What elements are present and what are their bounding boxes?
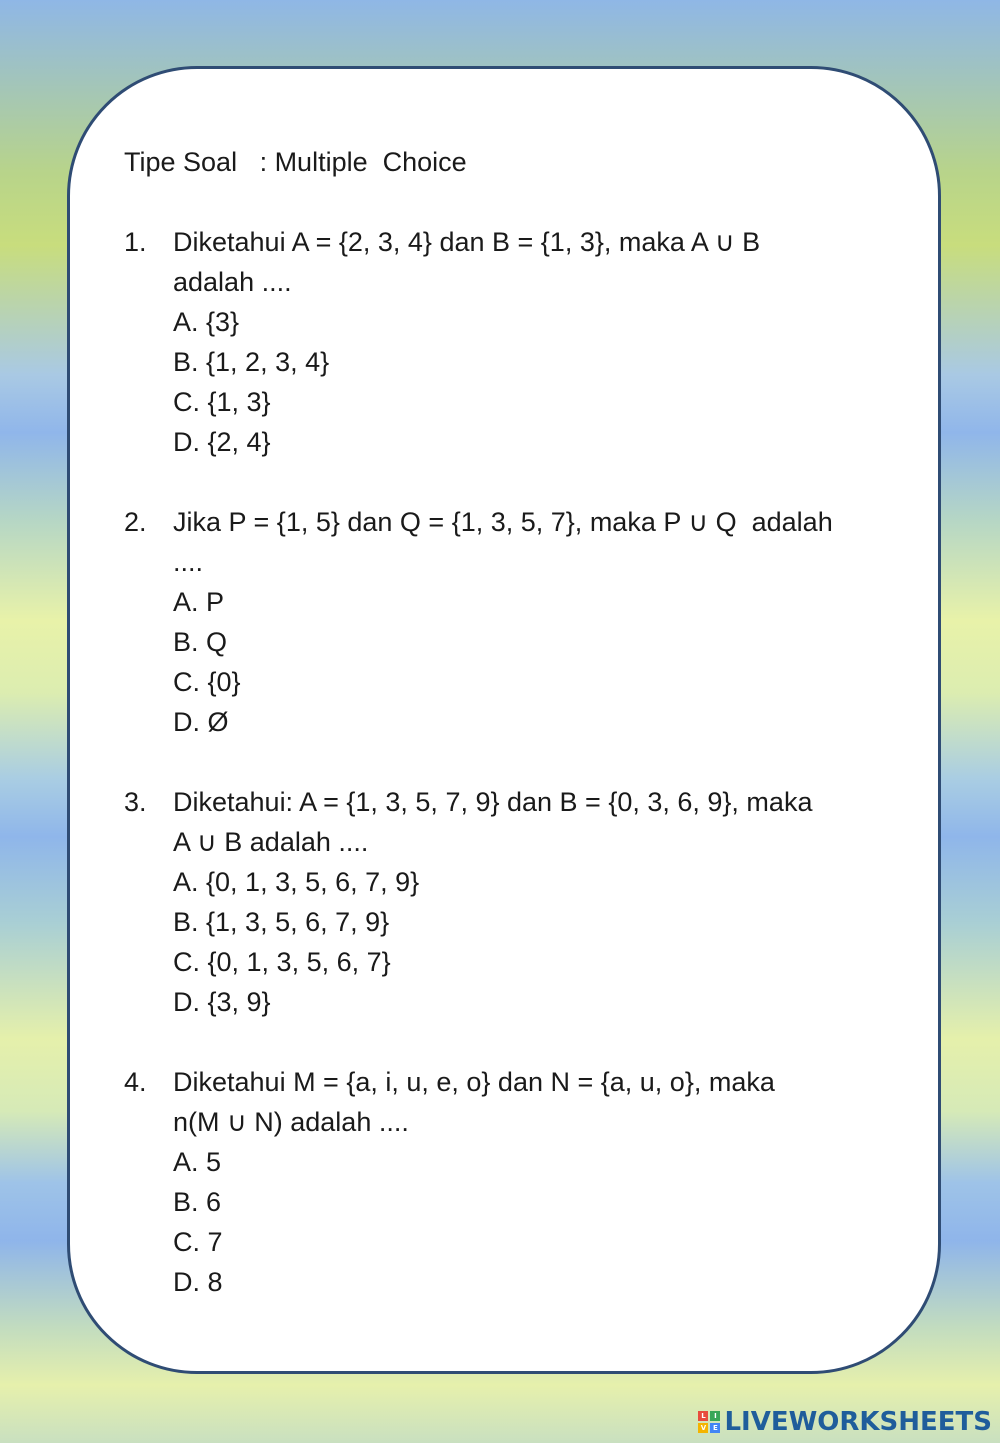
question-2 bbox=[124, 502, 904, 742]
question-body bbox=[173, 782, 904, 1022]
option-b[interactable]: B. Q bbox=[173, 627, 228, 657]
question-3 bbox=[124, 782, 904, 1022]
option-a[interactable]: A. {0, 1, 3, 5, 6, 7, 9} bbox=[173, 867, 420, 897]
option-a[interactable]: A. {3} bbox=[173, 307, 240, 337]
question-4 bbox=[124, 1062, 904, 1302]
question-text: Diketahui: A = {1, 3, 5, 7, 9} dan B = {0, 3, 6, 9}, maka A ∪ B adalah .... bbox=[173, 787, 813, 857]
question-number: 3. bbox=[124, 787, 147, 817]
worksheet-content bbox=[124, 142, 904, 1342]
logo-block: V bbox=[698, 1423, 708, 1433]
question-body bbox=[173, 502, 904, 742]
option-b[interactable]: B. 6 bbox=[173, 1187, 222, 1217]
question-text: Diketahui M = {a, i, u, e, o} dan N = {a, u, o}, maka n(M ∪ N) adalah .... bbox=[173, 1067, 775, 1137]
question-text: Jika P = {1, 5} dan Q = {1, 3, 5, 7}, maka P ∪ Q adalah .... bbox=[173, 507, 833, 577]
logo-mark-icon bbox=[698, 1411, 720, 1433]
brand-name: LIVEWORKSHEETS bbox=[724, 1407, 992, 1437]
logo-block: L bbox=[698, 1411, 708, 1421]
option-c[interactable]: C. {1, 3} bbox=[173, 387, 271, 417]
option-c[interactable]: C. 7 bbox=[173, 1227, 223, 1257]
option-a[interactable]: A. P bbox=[173, 587, 225, 617]
question-number: 1. bbox=[124, 227, 147, 257]
option-c[interactable]: C. {0} bbox=[173, 667, 241, 697]
question-body bbox=[173, 222, 904, 462]
question-body bbox=[173, 1062, 904, 1302]
question-number: 4. bbox=[124, 1067, 147, 1097]
question-text: Diketahui A = {2, 3, 4} dan B = {1, 3}, maka A ∪ B adalah .... bbox=[173, 227, 761, 297]
option-b[interactable]: B. {1, 3, 5, 6, 7, 9} bbox=[173, 907, 390, 937]
option-d[interactable]: D. Ø bbox=[173, 707, 229, 737]
logo-block: E bbox=[710, 1423, 720, 1433]
option-a[interactable]: A. 5 bbox=[173, 1147, 222, 1177]
option-d[interactable]: D. {3, 9} bbox=[173, 987, 271, 1017]
logo-block: I bbox=[710, 1411, 720, 1421]
liveworksheets-logo bbox=[698, 1407, 992, 1437]
option-b[interactable]: B. {1, 2, 3, 4} bbox=[173, 347, 330, 377]
option-d[interactable]: D. 8 bbox=[173, 1267, 223, 1297]
question-number: 2. bbox=[124, 507, 147, 537]
option-d[interactable]: D. {2, 4} bbox=[173, 427, 271, 457]
question-1 bbox=[124, 222, 904, 462]
question-type-label: Tipe Soal : Multiple Choice bbox=[124, 147, 467, 177]
option-c[interactable]: C. {0, 1, 3, 5, 6, 7} bbox=[173, 947, 391, 977]
